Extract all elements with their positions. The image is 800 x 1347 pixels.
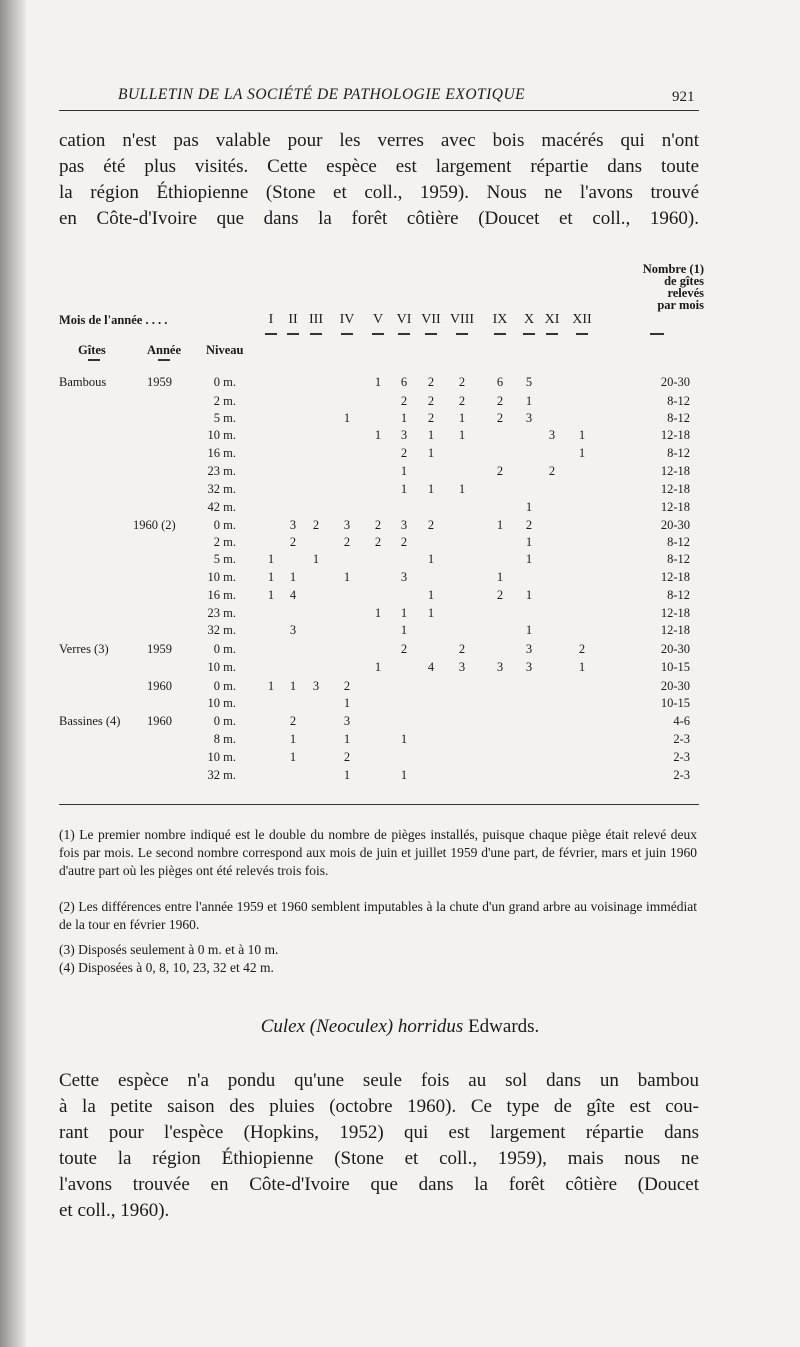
- row-niveau: 2 m.: [213, 535, 236, 549]
- table-cell: 1: [289, 679, 297, 693]
- row-niveau: 32 m.: [207, 482, 236, 496]
- nombre-header-line: Nombre (1): [642, 262, 704, 276]
- table-cell: 2: [374, 518, 382, 532]
- row-gite: Bambous: [59, 375, 107, 389]
- month-header: I: [268, 312, 274, 327]
- row-niveau: 32 m.: [207, 768, 236, 782]
- table-cell: 3: [525, 642, 533, 656]
- table-cell: 1: [525, 394, 533, 408]
- table-cell: 1: [525, 535, 533, 549]
- table-cell: 1: [525, 623, 533, 637]
- table-cell: 6: [400, 375, 408, 389]
- table-cell: 2: [458, 642, 466, 656]
- table-cell: 1: [312, 552, 320, 566]
- table-cell: 6: [496, 375, 504, 389]
- month-header: IV: [339, 312, 355, 327]
- table-cell: 1: [289, 570, 297, 584]
- month-dash: [372, 333, 384, 335]
- table-cell: 1: [343, 570, 351, 584]
- final-line: Cette espèce n'a pondu qu'une seule fois au sol dans un bambou: [59, 1070, 699, 1091]
- intro-line: cation n'est pas valable pour les verres avec bois macérés qui n'ont: [59, 130, 699, 151]
- month-dash: [341, 333, 353, 335]
- row-nombre: 2-3: [673, 768, 690, 782]
- table-cell: 1: [400, 606, 408, 620]
- month-header: IX: [492, 312, 508, 327]
- row-nombre: 2-3: [673, 750, 690, 764]
- table-cell: 1: [343, 732, 351, 746]
- table-cell: 3: [312, 679, 320, 693]
- table-cell: 3: [525, 411, 533, 425]
- table-cell: 2: [496, 588, 504, 602]
- table-cell: 1: [400, 464, 408, 478]
- table-cell: 1: [458, 428, 466, 442]
- table-cell: 2: [343, 679, 351, 693]
- table-cell: 1: [400, 411, 408, 425]
- month-dash: [546, 333, 558, 335]
- month-header: VIII: [449, 312, 475, 327]
- table-cell: 1: [458, 411, 466, 425]
- table-cell: 2: [400, 642, 408, 656]
- table-cell: 1: [427, 606, 435, 620]
- species-author: Edwards.: [468, 1016, 540, 1037]
- table-cell: 2: [427, 394, 435, 408]
- final-line: et coll., 1960).: [59, 1200, 170, 1221]
- row-nombre: 20-30: [660, 679, 690, 693]
- table-cell: 2: [496, 411, 504, 425]
- table-cell: 3: [400, 518, 408, 532]
- table-cell: 3: [400, 570, 408, 584]
- table-cell: 1: [374, 428, 382, 442]
- row-nombre: 12-18: [660, 428, 690, 442]
- month-header: XI: [544, 312, 560, 327]
- table-cell: 3: [525, 660, 533, 674]
- row-niveau: 16 m.: [207, 446, 236, 460]
- table-cell: 4: [427, 660, 435, 674]
- table-cell: 2: [289, 714, 297, 728]
- month-dash: [456, 333, 468, 335]
- month-dash: [287, 333, 299, 335]
- row-annee: 1960: [147, 679, 172, 693]
- row-niveau: 5 m.: [213, 552, 236, 566]
- table-cell: 2: [427, 411, 435, 425]
- nombre-header-line: relevés: [667, 286, 704, 300]
- row-nombre: 20-30: [660, 642, 690, 656]
- row-nombre: 12-18: [660, 623, 690, 637]
- row-niveau: 10 m.: [207, 750, 236, 764]
- subheader-gites: Gîtes: [78, 343, 106, 357]
- row-nombre: 4-6: [673, 714, 690, 728]
- table-cell: 1: [427, 482, 435, 496]
- table-cell: 2: [374, 535, 382, 549]
- table-cell: 2: [458, 394, 466, 408]
- month-header: X: [523, 312, 535, 327]
- table-cell: 1: [525, 552, 533, 566]
- month-header: II: [288, 312, 298, 327]
- row-annee: 1959: [147, 642, 172, 656]
- month-dash: [398, 333, 410, 335]
- table-cell: 3: [343, 518, 351, 532]
- month-dash: [310, 333, 322, 335]
- subheader-niveau: Niveau: [206, 343, 244, 357]
- row-nombre: 12-18: [660, 482, 690, 496]
- table-cell: 1: [427, 446, 435, 460]
- row-niveau: 10 m.: [207, 696, 236, 710]
- table-cell: 2: [343, 535, 351, 549]
- table-cell: 2: [496, 394, 504, 408]
- nombre-dash: [650, 333, 664, 335]
- row-niveau: 10 m.: [207, 570, 236, 584]
- table-cell: 1: [267, 552, 275, 566]
- row-nombre: 12-18: [660, 464, 690, 478]
- table-cell: 1: [267, 588, 275, 602]
- row-niveau: 10 m.: [207, 660, 236, 674]
- final-line: à la petite saison des pluies (octobre 1960). Ce type de gîte est cou-: [59, 1096, 699, 1117]
- month-header: VII: [421, 312, 441, 327]
- row-niveau: 42 m.: [207, 500, 236, 514]
- table-bottom-rule: [59, 804, 699, 805]
- table-cell: 1: [267, 679, 275, 693]
- row-niveau: 32 m.: [207, 623, 236, 637]
- table-cell: 1: [400, 482, 408, 496]
- final-line: toute la région Éthiopienne (Stone et coll., 1959), mais nous ne: [59, 1148, 699, 1169]
- month-header: III: [309, 312, 323, 327]
- row-nombre: 20-30: [660, 375, 690, 389]
- intro-line: en Côte-d'Ivoire que dans la forêt côtière (Doucet et coll., 1960).: [59, 208, 699, 229]
- row-niveau: 0 m.: [213, 642, 236, 656]
- row-nombre: 12-18: [660, 606, 690, 620]
- row-niveau: 23 m.: [207, 464, 236, 478]
- row-nombre: 8-12: [667, 552, 690, 566]
- row-niveau: 2 m.: [213, 394, 236, 408]
- table-cell: 2: [458, 375, 466, 389]
- table-cell: 1: [427, 428, 435, 442]
- month-header: V: [372, 312, 384, 327]
- table-cell: 2: [289, 535, 297, 549]
- row-niveau: 0 m.: [213, 375, 236, 389]
- table-cell: 5: [525, 375, 533, 389]
- month-header: XII: [572, 312, 592, 327]
- table-cell: 1: [267, 570, 275, 584]
- row-nombre: 12-18: [660, 570, 690, 584]
- table-cell: 2: [312, 518, 320, 532]
- month-dash: [494, 333, 506, 335]
- row-niveau: 5 m.: [213, 411, 236, 425]
- table-cell: 1: [343, 768, 351, 782]
- table-cell: 1: [343, 696, 351, 710]
- table-cell: 1: [578, 428, 586, 442]
- row-nombre: 10-15: [660, 660, 690, 674]
- table-cell: 2: [578, 642, 586, 656]
- month-dash: [576, 333, 588, 335]
- page-number: 921: [672, 89, 695, 105]
- row-nombre: 20-30: [660, 518, 690, 532]
- final-line: rant pour l'espèce (Hopkins, 1952) qui est largement répartie dans: [59, 1122, 699, 1143]
- table-cell: 1: [496, 518, 504, 532]
- row-nombre: 10-15: [660, 696, 690, 710]
- table-cell: 1: [289, 750, 297, 764]
- row-niveau: 0 m.: [213, 714, 236, 728]
- months-label: Mois de l'année . . . .: [59, 313, 168, 327]
- header-rule: [59, 110, 699, 111]
- table-cell: 1: [496, 570, 504, 584]
- row-annee: 1960 (2): [133, 518, 176, 532]
- table-cell: 1: [374, 606, 382, 620]
- table-cell: 1: [578, 446, 586, 460]
- table-cell: 4: [289, 588, 297, 602]
- row-gite: Bassines (4): [59, 714, 121, 728]
- footnote: (3) Disposés seulement à 0 m. et à 10 m.: [59, 942, 279, 957]
- row-nombre: 12-18: [660, 500, 690, 514]
- table-cell: 1: [374, 375, 382, 389]
- nombre-header-line: par mois: [657, 298, 704, 312]
- table-cell: 1: [400, 623, 408, 637]
- subheader-annee: Année: [147, 343, 182, 357]
- row-niveau: 10 m.: [207, 428, 236, 442]
- table-cell: 3: [458, 660, 466, 674]
- row-nombre: 8-12: [667, 535, 690, 549]
- row-niveau: 0 m.: [213, 518, 236, 532]
- row-annee: 1959: [147, 375, 172, 389]
- final-line: l'avons trouvée en Côte-d'Ivoire que dans la forêt côtière (Doucet: [59, 1174, 699, 1195]
- table-cell: 1: [458, 482, 466, 496]
- month-dash: [425, 333, 437, 335]
- table-cell: 1: [400, 768, 408, 782]
- nombre-header-line: de gîtes: [664, 274, 704, 288]
- subheader-dash: [158, 359, 170, 361]
- row-niveau: 23 m.: [207, 606, 236, 620]
- row-gite: Verres (3): [59, 642, 109, 656]
- row-nombre: 8-12: [667, 588, 690, 602]
- table-cell: 3: [548, 428, 556, 442]
- month-dash: [265, 333, 277, 335]
- row-niveau: 16 m.: [207, 588, 236, 602]
- species-title: [0, 1016, 800, 1038]
- footnote: (4) Disposées à 0, 8, 10, 23, 32 et 42 m.: [59, 960, 274, 975]
- table-cell: 1: [343, 411, 351, 425]
- table-cell: 2: [400, 394, 408, 408]
- row-niveau: 8 m.: [213, 732, 236, 746]
- month-header: VI: [396, 312, 412, 327]
- table-cell: 2: [548, 464, 556, 478]
- table-cell: 1: [374, 660, 382, 674]
- table-cell: 3: [400, 428, 408, 442]
- table-cell: 3: [289, 623, 297, 637]
- footnote: (2) Les différences entre l'année 1959 et 1960 semblent imputables à la chute d'un grand arbre au voisinage immédiat de la tour en février 1960.: [59, 899, 697, 932]
- row-nombre: 2-3: [673, 732, 690, 746]
- subheader-dash: [88, 359, 100, 361]
- table-cell: 1: [525, 588, 533, 602]
- table-cell: 1: [427, 552, 435, 566]
- table-cell: 3: [496, 660, 504, 674]
- row-nombre: 8-12: [667, 394, 690, 408]
- table-cell: 1: [525, 500, 533, 514]
- table-cell: 2: [427, 518, 435, 532]
- table-cell: 1: [289, 732, 297, 746]
- table-cell: 2: [400, 535, 408, 549]
- table-cell: 2: [427, 375, 435, 389]
- table-cell: 3: [343, 714, 351, 728]
- table-cell: 1: [400, 732, 408, 746]
- row-nombre: 8-12: [667, 446, 690, 460]
- table-cell: 1: [578, 660, 586, 674]
- table-cell: 2: [525, 518, 533, 532]
- row-niveau: 0 m.: [213, 679, 236, 693]
- table-cell: 3: [289, 518, 297, 532]
- species-name: Culex (Neoculex) horridus: [260, 1016, 464, 1037]
- table-cell: 2: [496, 464, 504, 478]
- table-cell: 2: [400, 446, 408, 460]
- intro-line: pas été plus visités. Cette espèce est largement répartie dans toute: [59, 156, 699, 177]
- row-annee: 1960: [147, 714, 172, 728]
- table-cell: 2: [343, 750, 351, 764]
- footnote: (1) Le premier nombre indiqué est le double du nombre de pièges installés, puisque chaque piège était relevé deux fois par mois. Le second nombre correspond aux mois de juin et juillet 1959 d'une part, de février, mars et juin 1960 d'autre part où les pièges ont été relevés trois fois.: [59, 827, 697, 878]
- intro-line: la région Éthiopienne (Stone et coll., 1959). Nous ne l'avons trouvé: [59, 182, 699, 203]
- row-nombre: 8-12: [667, 411, 690, 425]
- running-header: BULLETIN DE LA SOCIÉTÉ DE PATHOLOGIE EXOTIQUE: [118, 86, 526, 103]
- table-cell: 1: [427, 588, 435, 602]
- month-dash: [523, 333, 535, 335]
